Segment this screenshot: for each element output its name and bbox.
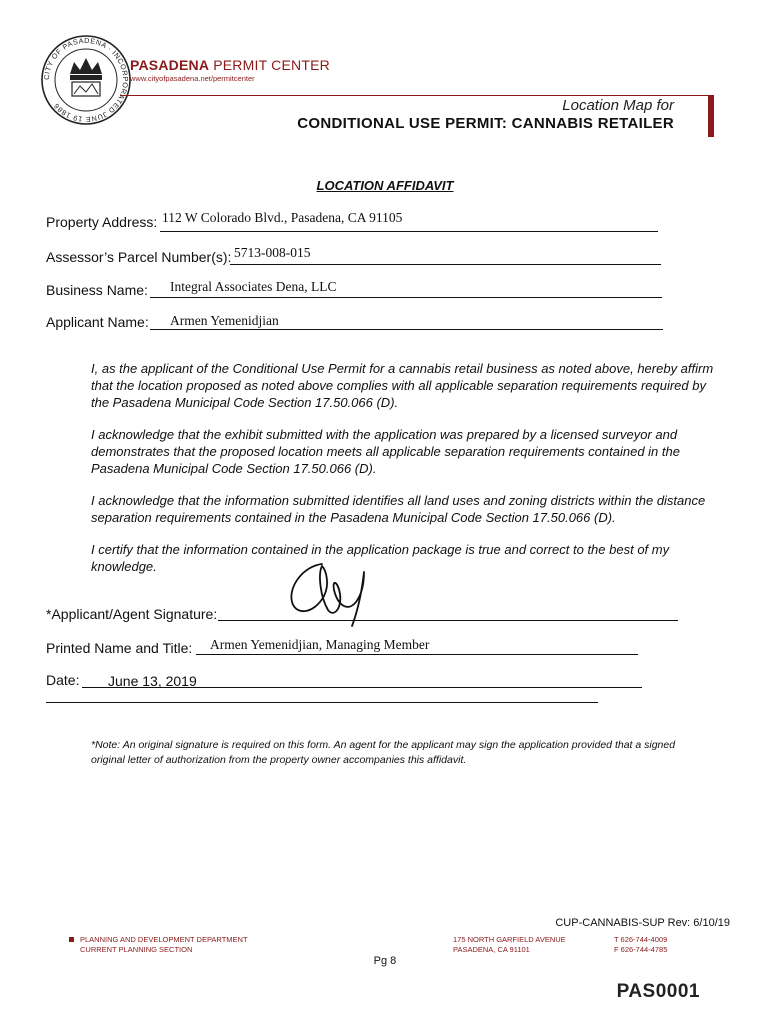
brand-name bbox=[130, 57, 330, 73]
statement-exhibit: I acknowledge that the exhibit submitted with the application was prepared by a licensed surveyor and demonstrates that the proposed location meets all applicable separation requirements contained in the Pasadena Municipal Code Section 17.50.066 (D). bbox=[91, 427, 680, 476]
phone-number: T 626-744-4009 bbox=[614, 935, 668, 944]
handwritten-signature bbox=[282, 556, 380, 628]
apn-label: Assessor’s Parcel Number(s): bbox=[46, 249, 232, 265]
applicant-name-value: Armen Yemenidjian bbox=[170, 313, 279, 328]
printed-name-label: Printed Name and Title: bbox=[46, 640, 193, 656]
brand-url-link[interactable]: www.cityofpasadena.net/permitcenter bbox=[130, 74, 255, 83]
date-label: Date: bbox=[46, 672, 80, 688]
address-line-2: PASADENA, CA 91101 bbox=[453, 945, 530, 954]
applicant-name-label: Applicant Name: bbox=[46, 314, 149, 330]
city-seal-logo bbox=[40, 34, 132, 126]
statement-land-uses: I acknowledge that the information submitted identifies all land uses and zoning districts within the distance separation requirements contained in the Pasadena Municipal Code Section 17.50.066 (D). bbox=[91, 493, 706, 525]
bates-stamp: PAS0001 bbox=[616, 981, 700, 1002]
department-phones bbox=[614, 935, 667, 955]
department-address bbox=[453, 935, 566, 955]
date-underline-extra bbox=[46, 686, 598, 703]
seal-text: CITY OF PASADENA · INCORPORATED JUNE 19 1886 bbox=[41, 35, 131, 125]
apn-value: 5713-008-015 bbox=[234, 245, 311, 260]
printed-name-value: Armen Yemenidjian, Managing Member bbox=[210, 637, 430, 652]
signature-note: *Note: An original signature is required on this form. An agent for the applicant may sign the application provided that a signed original letter of authorization from the property owner accompanies this affidavit. bbox=[91, 739, 676, 766]
department-info bbox=[80, 935, 248, 955]
signature-label: *Applicant/Agent Signature: bbox=[46, 606, 218, 622]
header-accent-bar bbox=[708, 95, 714, 137]
header-title: CONDITIONAL USE PERMIT: CANNABIS RETAILER bbox=[297, 115, 674, 132]
brand-bold: PASADENA bbox=[130, 57, 210, 73]
department-line-2: CURRENT PLANNING SECTION bbox=[80, 945, 193, 954]
fax-number: F 626-744-4785 bbox=[614, 945, 668, 954]
property-address-value: 112 W Colorado Blvd., Pasadena, CA 91105 bbox=[162, 210, 403, 225]
statement-affirm: I, as the applicant of the Conditional Use Permit for a cannabis retail business as noted above, hereby affirm that the location proposed as noted above complies with all applicable separation requirements required by the Pasadena Municipal Code Section 17.50.066 (D). bbox=[91, 361, 714, 410]
business-name-value: Integral Associates Dena, LLC bbox=[170, 279, 337, 294]
header-subtitle: Location Map for bbox=[562, 97, 674, 114]
business-name-label: Business Name: bbox=[46, 282, 148, 298]
brand-rest: PERMIT CENTER bbox=[209, 57, 330, 73]
page-number: Pg 8 bbox=[373, 955, 397, 967]
footer-bullet-icon bbox=[69, 937, 74, 942]
form-code: CUP-CANNABIS-SUP Rev: 6/10/19 bbox=[555, 917, 730, 929]
address-line-1: 175 NORTH GARFIELD AVENUE bbox=[453, 935, 566, 944]
property-address-label: Property Address: bbox=[46, 214, 158, 230]
affidavit-heading: LOCATION AFFIDAVIT bbox=[316, 178, 454, 193]
statement-certify: I certify that the information contained in the application package is true and correct to the best of my knowledge. bbox=[91, 542, 670, 574]
date-value: June 13, 2019 bbox=[108, 673, 197, 689]
department-line-1: PLANNING AND DEVELOPMENT DEPARTMENT bbox=[80, 935, 248, 944]
